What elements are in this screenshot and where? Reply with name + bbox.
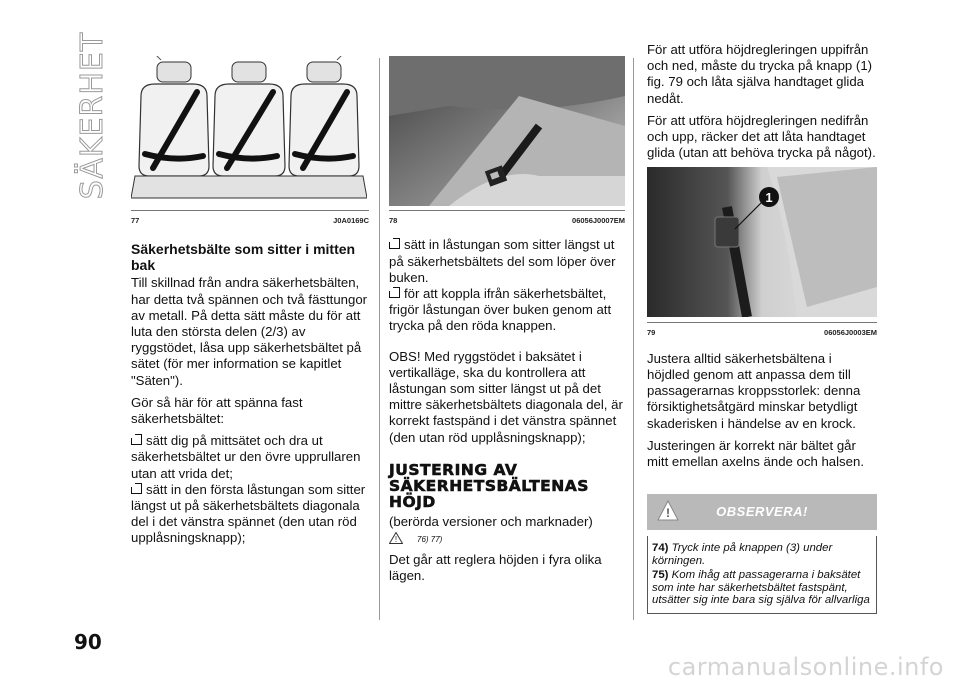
section-heading: JUSTERING AV SÄKERHETSBÄLTENAS HÖJD [389, 460, 589, 511]
bullet-text: sätt in den första låstungan som sitter längst ut på säkerhetsbältets diagonala del i det vänstra spännet (den utan röd upplåsningsknapp); [131, 481, 366, 546]
bullet-item [389, 237, 625, 286]
paragraph: Justeringen är korrekt när bältet går mitt emellan axelns ände och halsen. [647, 437, 864, 470]
paragraph: Det går att reglera höjden i fyra olika lägen. [389, 552, 602, 584]
bullet-item [131, 433, 369, 482]
figure-code: 06056J0003EM [824, 327, 877, 337]
svg-text:!: ! [394, 535, 398, 545]
reference-numbers: 76) 77) [417, 535, 443, 545]
figure-number: 78 [389, 216, 398, 226]
figure-78-photo [389, 56, 625, 206]
column-3 [647, 42, 877, 614]
column-divider-2 [633, 58, 634, 620]
chapter-title: SÄKERHET [75, 31, 111, 199]
column-1 [131, 56, 369, 547]
column-2 [389, 56, 625, 591]
column-divider-1 [379, 58, 380, 620]
item-text: Kom ihåg att passagerarna i baksätet som inte har säkerhetsbältet fastspänt, utsätter sig inte bara sig själva för allvarliga [652, 569, 870, 607]
paragraph: För att utföra höjdregleringen nedifrån och upp, räcker det att låta handtaget glida (utan att behöva trycka på något). [647, 112, 876, 161]
paragraph: Justera alltid säkerhetsbältena i höjdled genom att anpassa dem till passagerarnas kroppsstorlek: denna försiktighetsåtgärd minskar betydligt skaderisken i händelse av en krock. [647, 350, 861, 431]
bullet-square-icon [131, 483, 142, 494]
figure-caption [647, 325, 877, 341]
bullet-item [131, 482, 369, 547]
observera-box [647, 494, 877, 614]
bullet-square-icon [131, 434, 142, 445]
observera-body [647, 536, 877, 614]
paragraph: Till skillnad från andra säkerhetsbälten, har detta två spännen och två fästtungor av metall. På detta sätt måste du för att luta den största delen (2/3) av ryggstödet, låsa upp säkerhetsbältet på sätet (för mer information se kapitlet "Säten"). [131, 275, 368, 388]
figure-number: 79 [647, 327, 656, 337]
figure-caption [389, 213, 625, 229]
paragraph: Gör så här för att spänna fast säkerhetsbältet: [131, 394, 303, 427]
figure-caption [131, 213, 369, 229]
bullet-text: sätt in låstungan som sitter längst ut på säkerhetsbältets del som löper över buken. [389, 237, 616, 285]
svg-text:!: ! [666, 506, 670, 521]
chapter-tab [66, 31, 120, 199]
watermark: carmanualsonline.info [667, 653, 944, 681]
figure-code: 06056J0007EM [572, 216, 625, 226]
figure-code: J0A0169C [333, 216, 369, 226]
observera-title: OBSERVERA! [716, 504, 808, 520]
figure-79 [647, 167, 877, 340]
observera-item [652, 569, 872, 607]
warning-triangle-icon [389, 532, 403, 544]
item-number: 75) [652, 569, 669, 582]
observera-item [652, 542, 872, 567]
paragraph: För att utföra höjdregleringen uppifrån och ned, måste du trycka på knapp (1) fig. 79 och låta själva handtaget glida nedåt. [647, 42, 873, 106]
bullet-text: för att koppla ifrån säkerhetsbältet, frigör låstungan över buken genom att trycka på den röda knappen. [389, 286, 612, 334]
item-text: Tryck inte på knappen (3) under körningen. [652, 542, 833, 567]
figure-77 [131, 56, 369, 229]
paragraph: OBS! Med ryggstödet i baksätet i vertikalläge, ska du kontrollera att låstungan som sitter längst ut på det mittre säkerhetsbältets diagonala del, är korrekt fastspänd i det vänstra spännet (den utan röd upplåsningsknapp); [389, 348, 623, 445]
figure-number: 77 [131, 216, 140, 226]
figure-77-illustration [131, 56, 367, 206]
page-number: 90 [74, 630, 102, 654]
bullet-item [389, 286, 625, 335]
warning-triangle-icon [657, 500, 679, 522]
bullet-text: sätt dig på mittsätet och dra ut säkerhetsbältet ur den övre upprullaren utan att vrida det; [131, 433, 361, 481]
callout-number: 1 [765, 190, 773, 206]
subtitle: (berörda versioner och marknader) [389, 513, 593, 529]
subheading: Säkerhetsbälte som sitter i mitten bak [131, 241, 356, 274]
item-number: 74) [652, 542, 669, 555]
bullet-square-icon [389, 238, 400, 249]
figure-rule [131, 210, 369, 211]
figure-79-photo [647, 167, 877, 317]
figure-rule [647, 322, 877, 323]
warning-refs [389, 530, 625, 548]
observera-header [647, 494, 877, 530]
figure-78 [389, 56, 625, 229]
bullet-square-icon [389, 287, 400, 298]
figure-rule [389, 210, 625, 211]
